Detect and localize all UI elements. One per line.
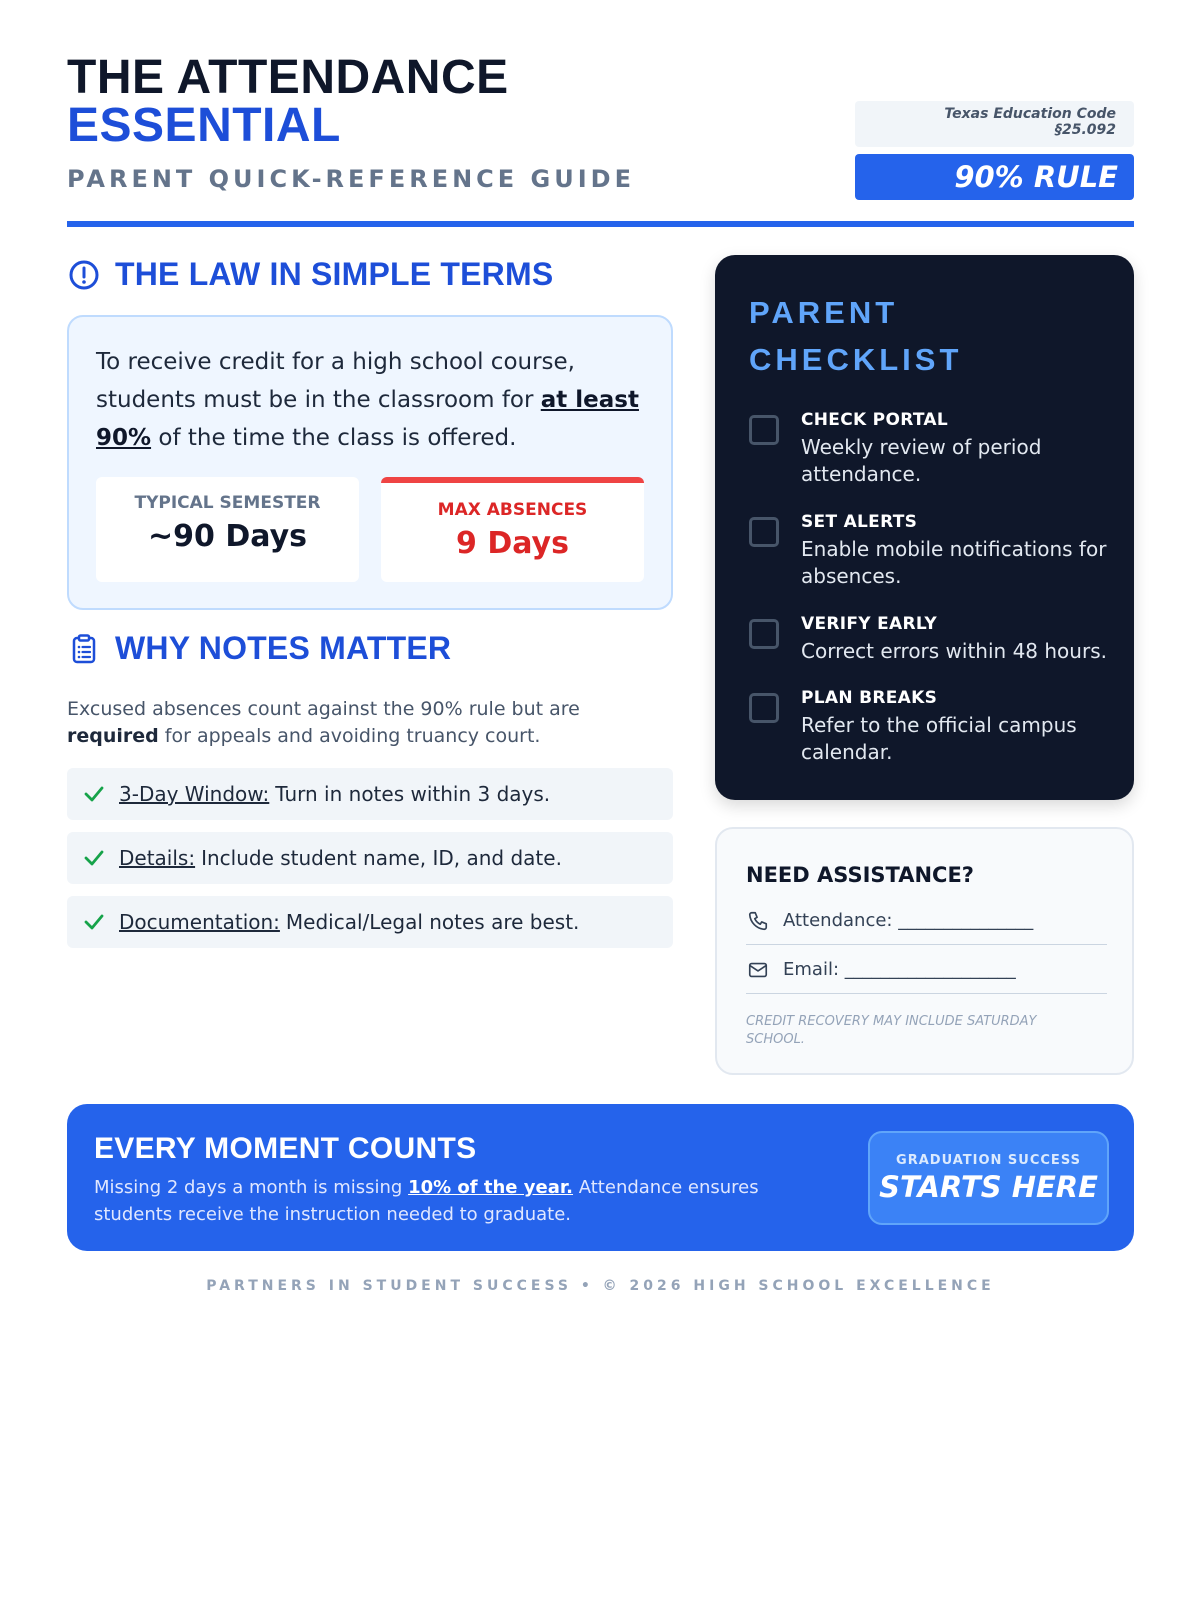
note-text: Turn in notes within 3 days. xyxy=(275,782,551,806)
note-text: Include student name, ID, and date. xyxy=(201,846,562,870)
title-line-2: ESSENTIAL xyxy=(67,99,341,152)
max-absences-label: MAX ABSENCES xyxy=(437,500,588,520)
checkbox[interactable] xyxy=(749,693,779,723)
banner-text-start: Missing 2 days a month is missing xyxy=(94,1177,409,1198)
note-item xyxy=(67,768,673,820)
checkbox[interactable] xyxy=(749,619,779,649)
assistance-note: CREDIT RECOVERY MAY INCLUDE SATURDAY SCHOOL. xyxy=(746,1014,1037,1047)
alert-circle-icon xyxy=(67,258,101,292)
graduation-badge-big: STARTS HERE xyxy=(879,1170,1098,1204)
clipboard-icon xyxy=(67,632,101,666)
assistance-card xyxy=(715,827,1134,1075)
notes-intro-end: for appeals and avoiding truancy court. xyxy=(158,725,541,747)
law-heading-row xyxy=(67,256,553,293)
email-contact: Email: ___________________ xyxy=(783,959,1016,980)
checkbox[interactable] xyxy=(749,517,779,547)
typical-semester-card xyxy=(96,477,359,582)
check-icon xyxy=(81,781,107,807)
checklist-item-title: PLAN BREAKS xyxy=(801,688,938,708)
parent-checklist xyxy=(715,255,1134,800)
email-contact-row xyxy=(746,946,1107,994)
checkbox[interactable] xyxy=(749,415,779,445)
note-term: 3-Day Window: xyxy=(119,782,270,806)
banner-text xyxy=(94,1174,814,1228)
typical-semester-value: ~90 Days xyxy=(148,519,307,554)
graduation-badge-small: GRADUATION SUCCESS xyxy=(896,1153,1081,1168)
moment-banner xyxy=(67,1104,1134,1251)
header-divider xyxy=(67,221,1134,227)
law-text-emphasis: at least 90% xyxy=(96,387,639,451)
checklist-item-title: CHECK PORTAL xyxy=(801,410,948,430)
check-icon xyxy=(81,845,107,871)
page-footer: PARTNERS IN STUDENT SUCCESS • © 2026 HIGH SCHOOL EXCELLENCE xyxy=(206,1278,995,1294)
checklist-item-desc: Weekly review of period attendance. xyxy=(801,435,1042,486)
law-heading: THE LAW IN SIMPLE TERMS xyxy=(115,256,554,292)
rule-badge: 90% RULE xyxy=(855,154,1134,200)
title-line-1: THE ATTENDANCE xyxy=(67,51,509,104)
law-text-start: To receive credit for a high school course, students must be in the classroom for xyxy=(96,349,575,413)
notes-intro-emphasis: required xyxy=(67,725,159,747)
code-line-1: Texas Education Code xyxy=(944,106,1116,122)
note-item xyxy=(67,896,673,948)
code-line-2: §25.092 xyxy=(1054,122,1116,138)
education-code-box xyxy=(855,101,1134,147)
phone-icon xyxy=(746,909,770,933)
attendance-contact-row xyxy=(746,897,1107,945)
checklist-item-title: SET ALERTS xyxy=(801,512,918,532)
banner-text-emphasis: 10% of the year. xyxy=(408,1177,574,1198)
mail-icon xyxy=(746,958,770,982)
notes-heading-row xyxy=(67,630,451,667)
graduation-badge xyxy=(868,1131,1109,1225)
typical-semester-label: TYPICAL SEMESTER xyxy=(134,493,321,513)
law-box xyxy=(67,315,673,610)
max-absences-value: 9 Days xyxy=(456,526,569,561)
notes-intro xyxy=(67,696,673,750)
checklist-item-desc: Enable mobile notifications for absences. xyxy=(801,537,1107,588)
check-icon xyxy=(81,909,107,935)
notes-heading: WHY NOTES MATTER xyxy=(115,630,452,666)
note-text: Medical/Legal notes are best. xyxy=(285,910,580,934)
max-absences-card xyxy=(381,477,644,582)
note-term: Documentation: xyxy=(119,910,280,934)
assistance-heading: NEED ASSISTANCE? xyxy=(746,863,974,887)
attendance-contact: Attendance: _______________ xyxy=(783,910,1034,931)
guide-page xyxy=(67,0,1134,1600)
banner-text-end: Attendance ensures students receive the instruction needed to graduate. xyxy=(94,1177,759,1225)
checklist-item-desc: Correct errors within 48 hours. xyxy=(801,639,1107,663)
checklist-title: PARENT CHECKLIST xyxy=(749,295,963,377)
checklist-item-desc: Refer to the official campus calendar. xyxy=(801,713,1077,764)
checklist-item-title: VERIFY EARLY xyxy=(801,614,937,634)
note-term: Details: xyxy=(119,846,196,870)
law-text xyxy=(96,343,646,457)
banner-heading: EVERY MOMENT COUNTS xyxy=(94,1132,477,1165)
note-item xyxy=(67,832,673,884)
law-text-end: of the time the class is offered. xyxy=(151,425,517,451)
page-subtitle: PARENT QUICK-REFERENCE GUIDE xyxy=(67,165,635,193)
notes-intro-start: Excused absences count against the 90% rule but are xyxy=(67,698,580,720)
